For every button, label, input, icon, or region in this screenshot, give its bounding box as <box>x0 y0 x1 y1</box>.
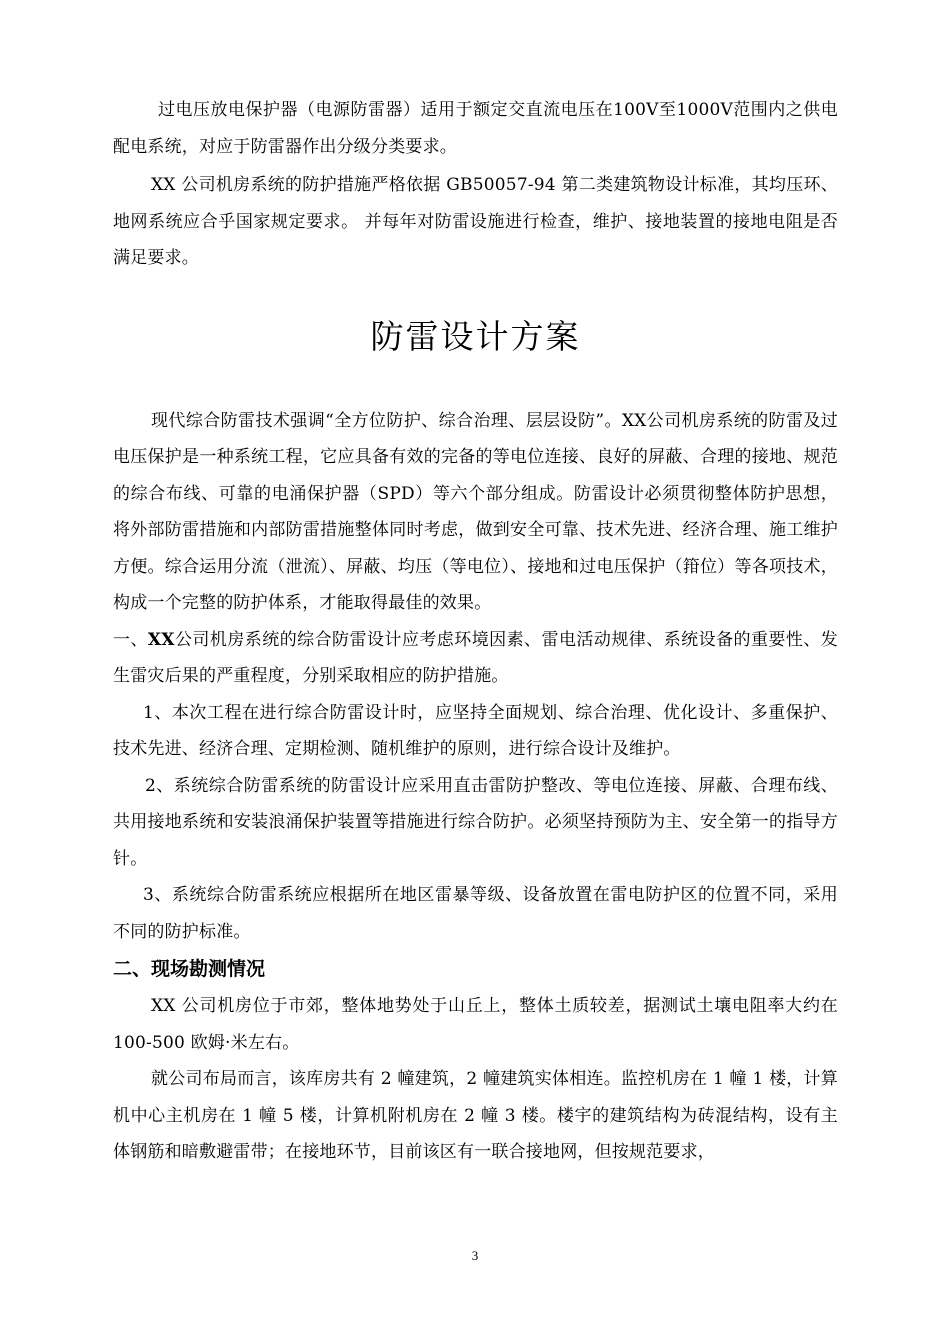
paragraph-modern-lightning-protection: 现代综合防雷技术强调“全方位防护、综合治理、层层设防”。XX公司机房系统的防雷及过电压保护是一种系统工程，它应具备有效的完备的等电位连接、良好的屏蔽、合理的接地、规范的综合布线、可靠的电涌保护器（SPD）等六个部分组成。防雷设计必须贯彻整体防护思想，将外部防雷措施和内部防雷措施整体同时考虑，做到安全可靠、技术先进、经济合理、施工维护方便。综合运用分流（泄流）、屏蔽、均压（等电位）、接地和过电压保护（箝位）等各项技术，构成一个完整的防护体系，才能取得最佳的效果。 <box>113 410 838 613</box>
page-number: 3 <box>471 1248 479 1263</box>
paragraph-building-layout: 就公司布局而言，该库房共有 2 幢建筑，2 幢建筑实体相连。监控机房在 1 幢 1 楼，计算机中心主机房在 1 幢 5 楼，计算机附机房在 2 幢 3 楼。楼宇的建筑结构为砖混结构，设有主体钢筋和暗敷避雷带；在接地环节，目前该区有一联合接地网，但按规范要求， <box>113 1069 838 1162</box>
section-one-heading <box>113 622 838 695</box>
section-one-company: XX <box>147 629 175 650</box>
list-item-1: 1、本次工程在进行综合防雷设计时，应坚持全面规划、综合治理、优化设计、多重保护、技术先进、经济合理、定期检测、随机维护的原则，进行综合设计及维护。 <box>113 702 838 759</box>
paragraph-protection-measures: XX 公司机房系统的防护措施严格依据 GB50057-94 第二类建筑物设计标准，其均压环、地网系统应合乎国家规定要求。 并每年对防雷设施进行检查，维护、接地装置的接地电阻是否满足要求。 <box>113 175 838 268</box>
document-page <box>113 92 838 1171</box>
list-item-2: 2、系统综合防雷系统的防雷设计应采用直击雷防护整改、等电位连接、屏蔽、合理布线、共用接地系统和安装浪涌保护装置等措施进行综合防护。必须坚持预防为主、安全第一的指导方针。 <box>113 775 838 869</box>
section-two-heading: 二、现场勘测情况 <box>113 958 266 980</box>
list-item-3: 3、系统综合防雷系统应根据所在地区雷暴等级、设备放置在雷电防护区的位置不同，采用不同的防护标准。 <box>113 885 838 942</box>
document-title: 防雷设计方案 <box>370 316 581 356</box>
section-one-prefix: 一、 <box>113 629 148 650</box>
paragraph-surge-protector: 过电压放电保护器（电源防雷器）适用于额定交直流电压在100V至1000V范围内之供电配电系统，对应于防雷器作出分级分类要求。 <box>113 100 838 157</box>
paragraph-site-location: XX 公司机房位于市郊，整体地势处于山丘上，整体土质较差，据测试土壤电阻率大约在 100-500 欧姆·米左右。 <box>113 996 838 1053</box>
section-one-text: 公司机房系统的综合防雷设计应考虑环境因素、雷电活动规律、系统设备的重要性、发生雷灾后果的严重程度，分别采取相应的防护措施。 <box>113 629 838 686</box>
